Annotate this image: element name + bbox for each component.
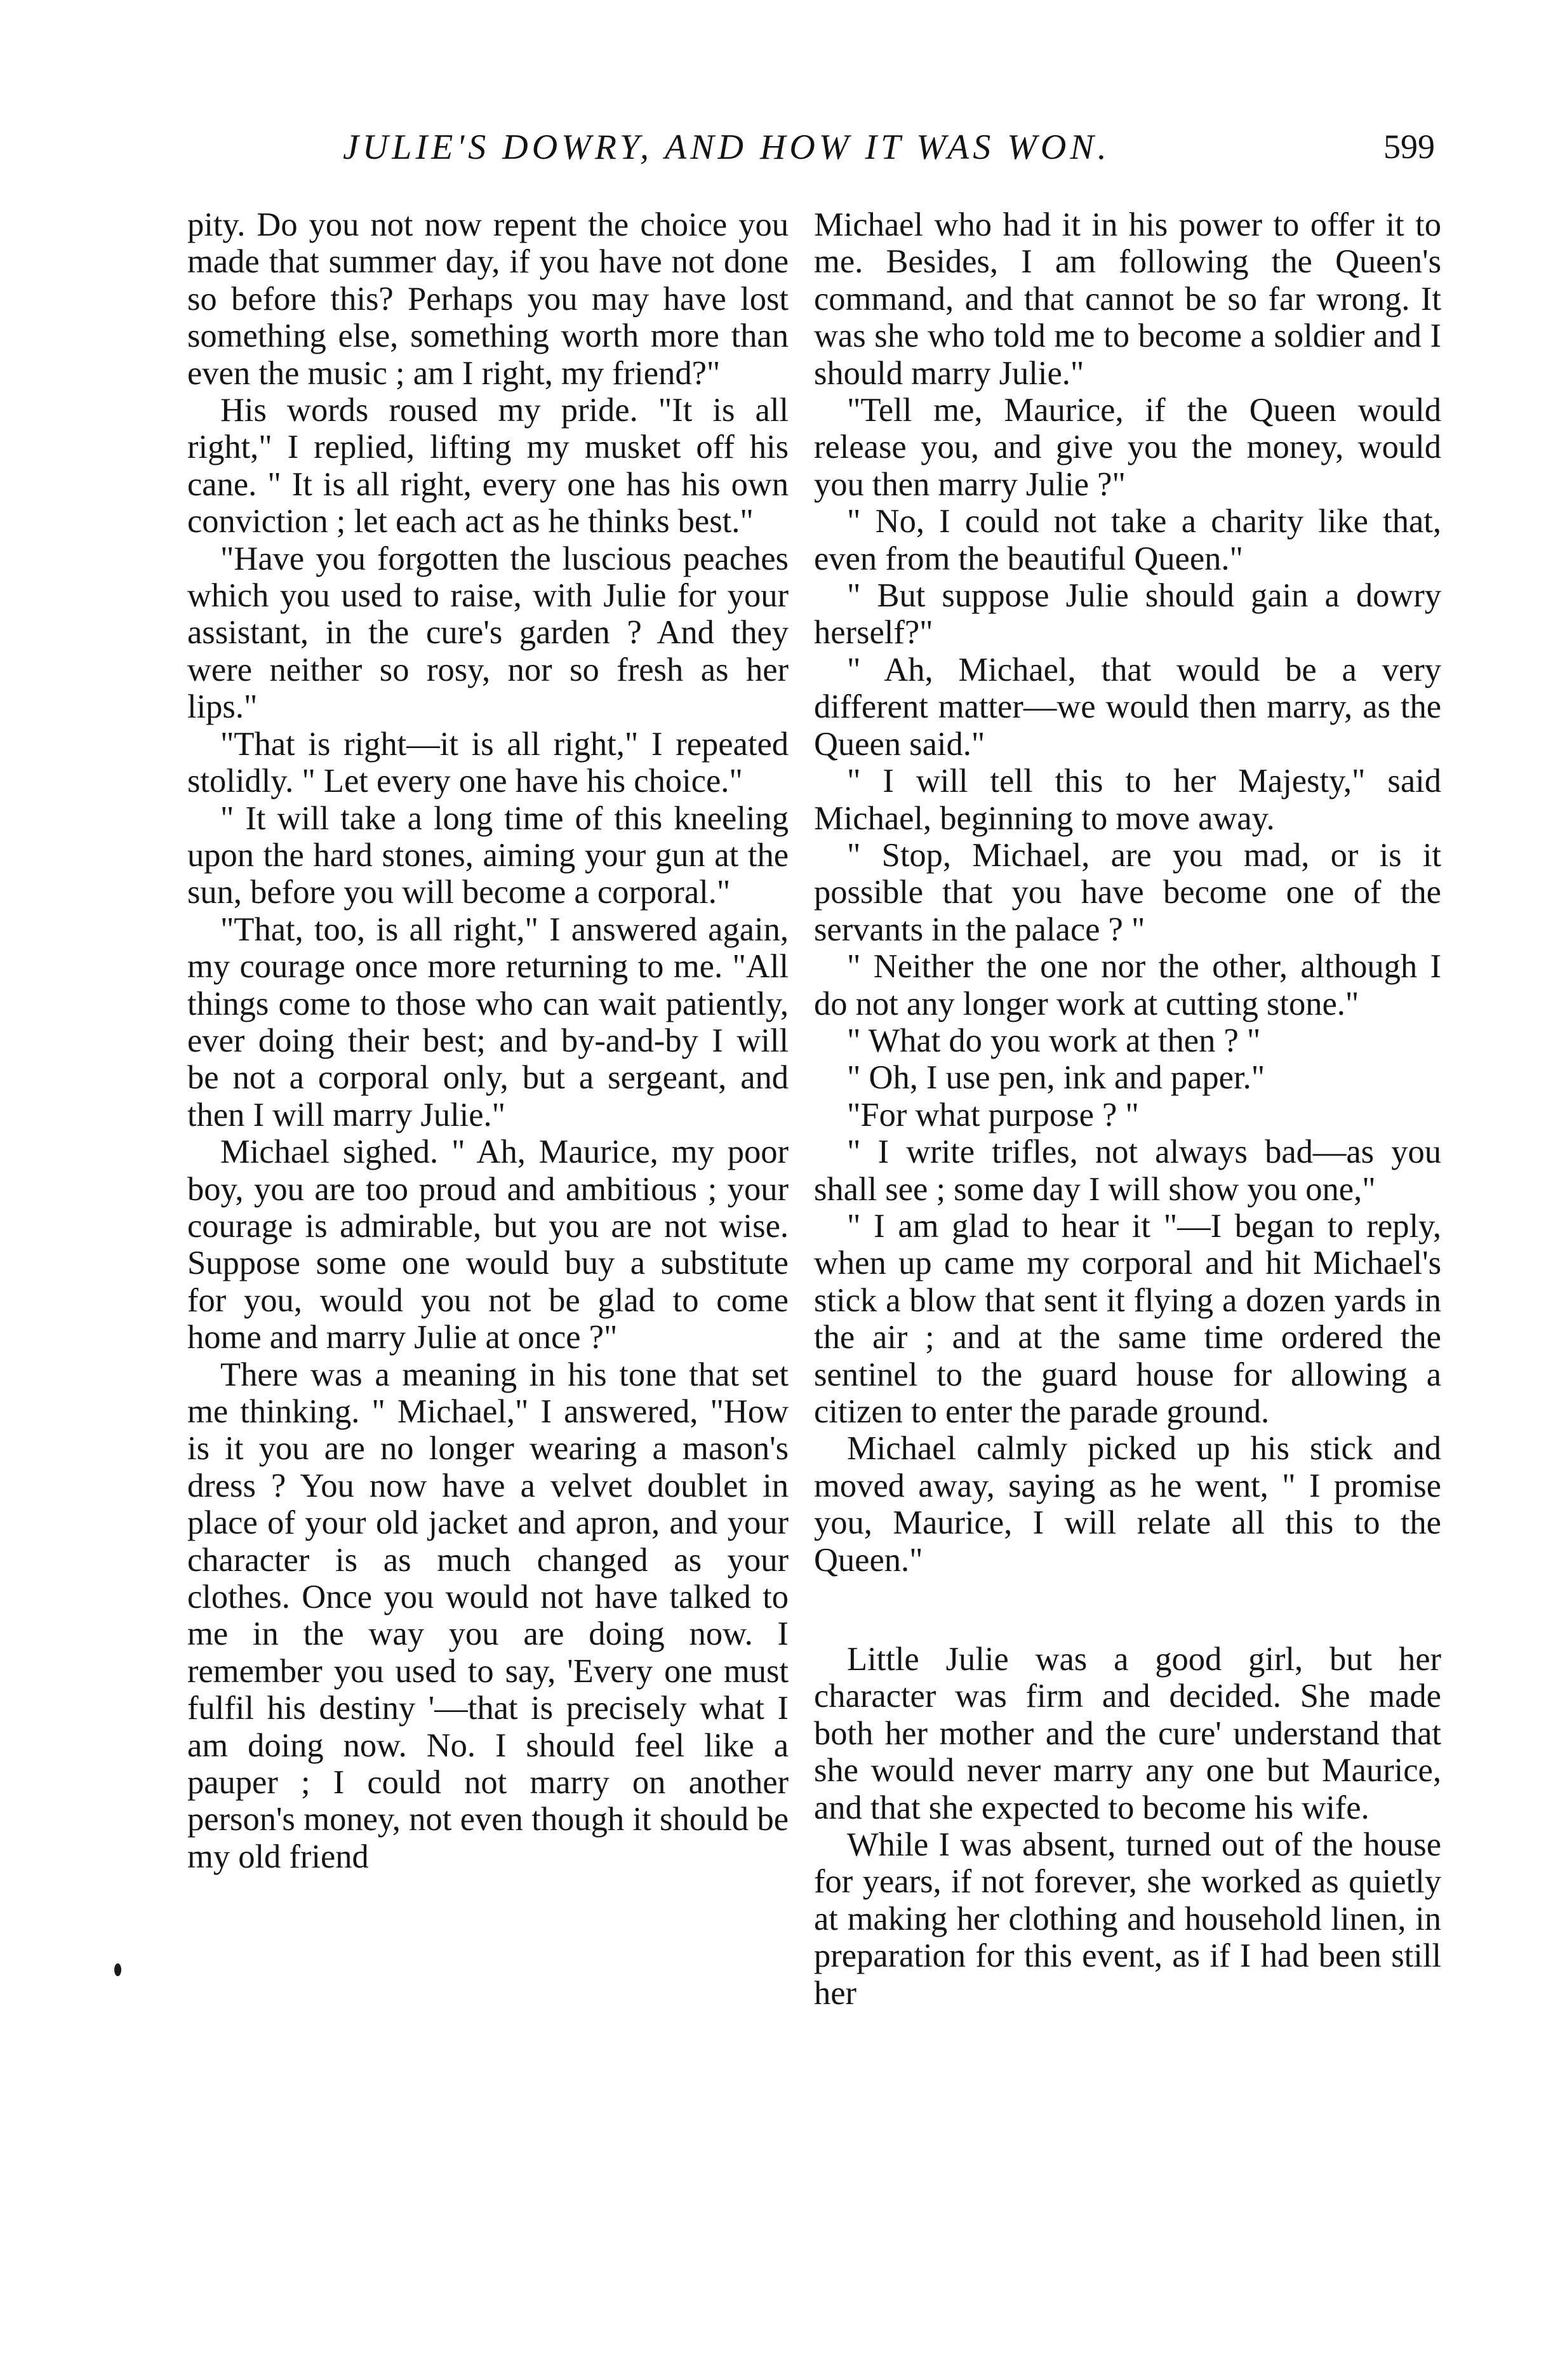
paragraph: His words roused my pride. "It is all right," I replied, lifting my musket off his cane. " It is all right, every one has his own conviction ; let each act as he thinks best.": [187, 392, 789, 540]
running-header: [343, 127, 1435, 184]
section-break: [814, 1579, 1441, 1641]
left-column: [187, 206, 789, 1875]
paragraph: " What do you work at then ? ": [847, 1022, 1261, 1059]
paragraph: " I will tell this to her Majesty," said Michael, beginning to move away.: [814, 763, 1441, 837]
paragraph: Michael calmly picked up his stick and moved away, saying as he went, " I promise you, Maurice, I will relate all this to the Queen.": [814, 1430, 1441, 1579]
running-title: JULIE'S DOWRY, AND HOW IT WAS WON.: [343, 128, 1110, 167]
paragraph: pity. Do you not now repent the choice you made that summer day, if you have not done so before this? Perhaps you may have lost something else, something worth more than even the music ; am I right, my friend?": [187, 206, 789, 392]
paragraph: While I was absent, turned out of the house for years, if not forever, she worked as quietly at making her clothing and household linen, in preparation for this event, as if I had been still her: [814, 1826, 1441, 2012]
paragraph: " It will take a long time of this kneeling upon the hard stones, aiming your gun at the sun, before you will become a corporal.": [187, 799, 789, 911]
paragraph: " I am glad to hear it "—I began to reply, when up came my corporal and hit Michael's stick a blow that sent it flying a dozen yards in the air ; and at the same time ordered the sentinel to the guard house for allowing a citizen to enter the parade ground.: [814, 1207, 1441, 1430]
paragraph: " Oh, I use pen, ink and paper.": [847, 1059, 1265, 1097]
paragraph: " Stop, Michael, are you mad, or is it possible that you have become one of the servants in the palace ? ": [814, 836, 1441, 948]
paragraph: "For what purpose ? ": [847, 1096, 1139, 1133]
paragraph: " Neither the one nor the other, although I do not any longer work at cutting stone.": [814, 948, 1441, 1022]
paragraph: Michael sighed. " Ah, Maurice, my poor boy, you are too proud and ambitious ; your courage is admirable, but you are not wise. Suppose some one would buy a substitute for you, would you not be glad to come home and marry Julie at once ?": [187, 1133, 789, 1356]
paragraph: There was a meaning in his tone that set me thinking. " Michael," I answered, "How is it you are no longer wearing a mason's dress ? You now have a velvet doublet in place of your old jacket and apron, and your character is as much changed as your clothes. Once you would not have talked to me in the way you are doing now. I remember you used to say, 'Every one must fulfil his destiny '—that is precisely what I am doing now. No. I should feel like a pauper ; I could not marry on another person's money, not even though it should be my old friend: [187, 1356, 789, 1875]
paragraph: "Have you forgotten the luscious peaches which you used to raise, with Julie for your assistant, in the cure's garden ? And they were neither so rosy, nor so fresh as her lips.": [187, 540, 789, 726]
right-column: [814, 206, 1441, 2012]
paragraph: " But suppose Julie should gain a dowry herself?": [814, 577, 1441, 652]
page-number: 599: [1383, 128, 1435, 166]
paragraph: " No, I could not take a charity like that, even from the beautiful Queen.": [814, 503, 1441, 577]
paragraph: "That, too, is all right," I answered again, my courage once more returning to me. "All things come to those who can wait patiently, ever doing their best; and by-and-by I will be not a corporal only, but a sergeant, and then I will marry Julie.": [187, 911, 789, 1133]
paragraph: Little Julie was a good girl, but her character was firm and decided. She made both her mother and the cure' understand that she would never marry any one but Maurice, and that she expected to become his wife.: [814, 1641, 1441, 1826]
paragraph: "Tell me, Maurice, if the Queen would release you, and give you the money, would you then marry Julie ?": [814, 392, 1441, 503]
paragraph: " I write trifles, not always bad—as you shall see ; some day I will show you one,": [814, 1133, 1441, 1208]
paragraph: Michael who had it in his power to offer it to me. Besides, I am following the Queen's command, and that cannot be so far wrong. It was she who told me to become a soldier and I should marry Julie.": [814, 206, 1441, 392]
paragraph: "That is right—it is all right," I repeated stolidly. " Let every one have his choice.": [187, 725, 789, 800]
paragraph: " Ah, Michael, that would be a very different matter—we would then marry, as the Queen said.": [814, 651, 1441, 763]
margin-ink-mark: [114, 1963, 121, 1976]
